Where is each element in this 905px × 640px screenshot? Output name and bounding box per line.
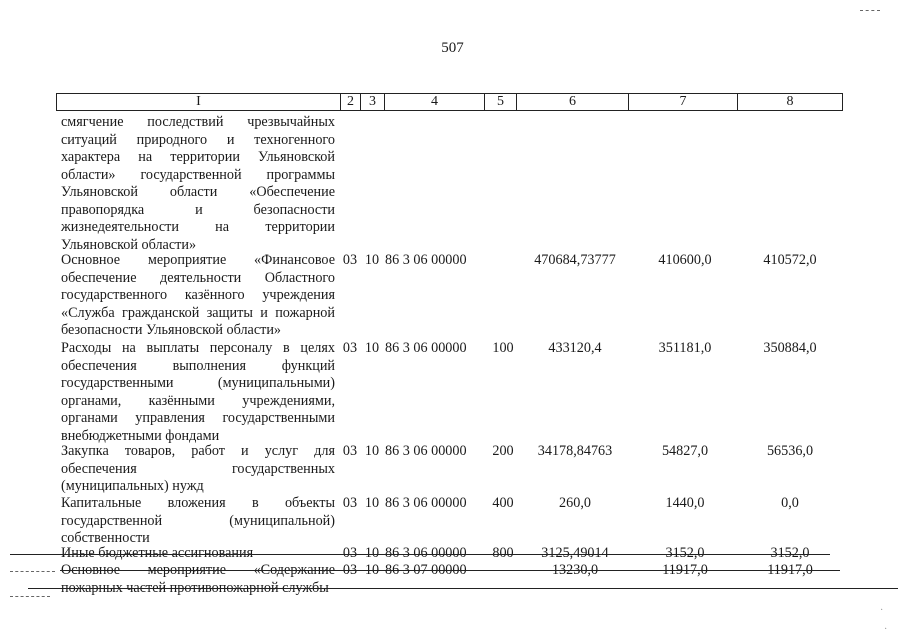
- table-row-6-col8: 11917,0: [767, 562, 813, 578]
- table-row-4-col5: 400: [492, 495, 514, 511]
- scan-artifact-line: [28, 588, 898, 589]
- table-row-3-col4: 86 3 06 00000: [385, 443, 467, 459]
- table-row-4-col2: 03: [342, 495, 358, 511]
- header-col-8: 8: [786, 94, 794, 109]
- table-row-1-description: Основное мероприятие «Финансовое обеспечение деятельности Областного государственного казённого учреждения «Служба гражданской защиты и пожарной безопасности Ульяновской области»: [61, 252, 335, 338]
- table-row-4-col4: 86 3 06 00000: [385, 495, 467, 511]
- table-row-5-col2: 03: [342, 545, 358, 561]
- scan-artifact-mark: [860, 10, 880, 11]
- header-col-5: 5: [485, 94, 517, 110]
- table-row-6-col7: 11917,0: [662, 562, 708, 578]
- table-row-5-col5: 800: [492, 545, 514, 561]
- scan-artifact-line: [10, 571, 55, 572]
- header-col-3: 3: [361, 94, 385, 110]
- table-row-3-col3: 10: [364, 443, 380, 459]
- table-row-1-col6: 470684,73777: [534, 252, 616, 268]
- table-row-1-col7: 410600,0: [658, 252, 712, 268]
- table-row-3-col6: 34178,84763: [537, 443, 613, 459]
- header-col-7: 7: [629, 94, 738, 110]
- table-row-2-col5: 100: [492, 340, 514, 356]
- table-row-5-col6: 3125,49014: [541, 545, 609, 561]
- table-row-4-col3: 10: [364, 495, 380, 511]
- scan-artifact-mark: ·: [884, 624, 888, 635]
- table-row-3-description: Закупка товаров, работ и услуг для обеспечения государственных (муниципальных) нужд: [61, 443, 335, 494]
- table-row-6-col6: 13230,0: [551, 562, 599, 578]
- table-row-1-col8: 410572,0: [763, 252, 817, 268]
- table-row-6-col2: 03: [342, 562, 358, 578]
- header-col-4: 4: [385, 94, 485, 110]
- table-row-4-col8: 0,0: [781, 495, 799, 511]
- table-row-3-col2: 03: [342, 443, 358, 459]
- table-row-1-col3: 10: [364, 252, 380, 268]
- table-row-6-col3: 10: [364, 562, 380, 578]
- scan-artifact-line: [10, 554, 830, 555]
- table-row-5-col8: 3152,0: [770, 545, 810, 561]
- table-row-5-col4: 86 3 06 00000: [385, 545, 467, 561]
- scan-artifact-line: [10, 596, 50, 597]
- table-row-5-description: Иные бюджетные ассигнования: [61, 545, 254, 561]
- table-row-2-description: Расходы на выплаты персоналу в целях обеспечения выполнения функций государственными (муниципальными) органами, казёнными учреждениями, органами управления государственными внебюджетными фондами: [61, 340, 335, 444]
- table-row-3-col8: 56536,0: [766, 443, 814, 459]
- table-row-5-col3: 10: [364, 545, 380, 561]
- table-row-2-col8: 350884,0: [763, 340, 817, 356]
- table-row-1-col2: 03: [342, 252, 358, 268]
- table-row-6-description: Основное мероприятие «Содержание пожарных частей противопожарной службы: [61, 562, 335, 596]
- table-row-2-col7: 351181,0: [658, 340, 712, 356]
- scan-artifact-line: [60, 570, 840, 571]
- table-header-row: [56, 93, 843, 111]
- header-col-2: 2: [341, 94, 361, 110]
- table-row-2-col6: 433120,4: [548, 340, 602, 356]
- page-number: 507: [441, 40, 464, 56]
- table-row-2-col3: 10: [364, 340, 380, 356]
- table-row-5-col7: 3152,0: [665, 545, 705, 561]
- table-row-2-col2: 03: [342, 340, 358, 356]
- header-col-6: 6: [517, 94, 629, 110]
- scan-artifact-mark: ·: [880, 605, 884, 616]
- table-row-6-col4: 86 3 07 00000: [385, 562, 467, 578]
- header-col-1: I: [57, 94, 341, 110]
- table-row-1-col4: 86 3 06 00000: [385, 252, 467, 268]
- table-row-3-col5: 200: [492, 443, 514, 459]
- table-row-4-description: Капитальные вложения в объекты государственной (муниципальной) собственности: [61, 495, 335, 546]
- table-row-4-col7: 1440,0: [665, 495, 705, 511]
- continuation-description: смягчение последствий чрезвычайных ситуаций природного и техногенного характера на территории Ульяновской области» государственной программы Ульяновской области «Обеспечение правопорядка и безопасности жизнедеятельности на территории Ульяновской области»: [61, 114, 335, 253]
- table-row-4-col6: 260,0: [559, 495, 591, 511]
- table-row-3-col7: 54827,0: [661, 443, 709, 459]
- table-row-2-col4: 86 3 06 00000: [385, 340, 467, 356]
